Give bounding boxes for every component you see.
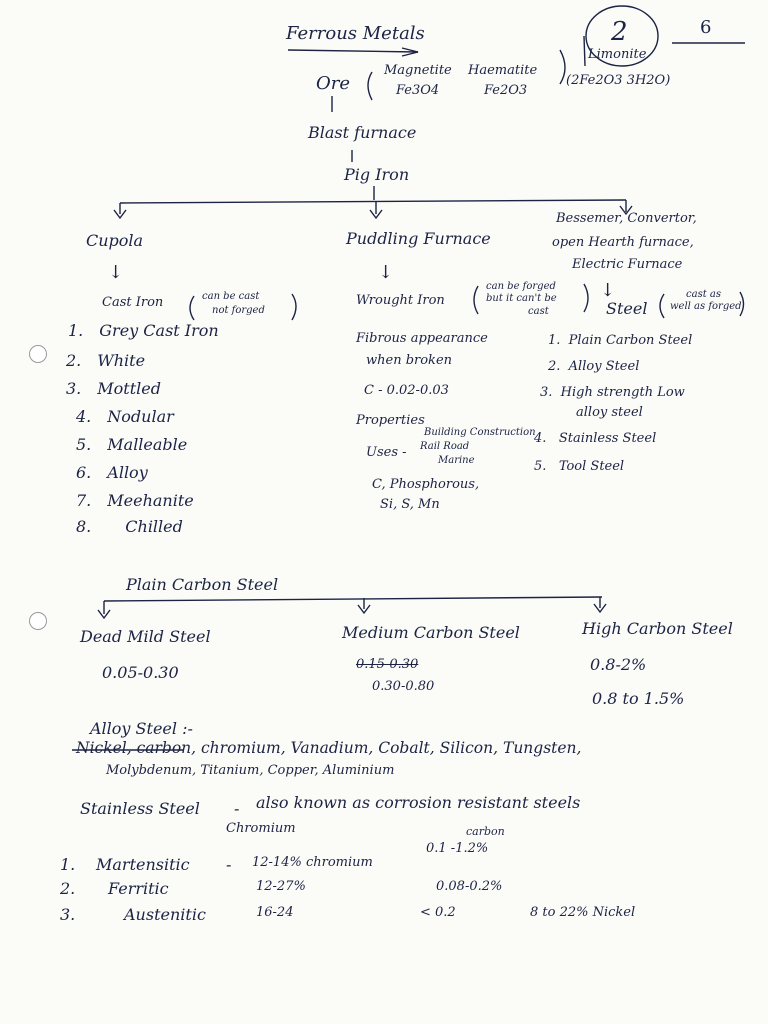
cupola-list-label: Meehanite: [107, 491, 194, 510]
dead-mild-range: 0.05-0.30: [102, 663, 179, 682]
uses-label: Uses -: [366, 445, 407, 460]
steel-item-2: 2. Alloy Steel: [548, 359, 640, 374]
cast-iron-note-2: not forged: [212, 305, 265, 316]
wrought-note-2: but it can't be: [486, 293, 557, 304]
cupola-list-number: 4.: [76, 407, 92, 426]
stainless-row-chromium: 12-27%: [256, 879, 306, 894]
page-title: Ferrous Metals: [286, 23, 425, 44]
circled-number: 2: [611, 17, 628, 47]
ore-left-paren: [368, 72, 372, 100]
cupola-list-number: 1.: [68, 321, 84, 340]
title-underline: [288, 50, 418, 52]
steel-item-3: 3. High strength Low: [540, 385, 685, 400]
limonite: Limonite: [588, 47, 647, 62]
uses-rail-road: Rail Road: [420, 441, 470, 452]
cupola-list-number: 6.: [76, 463, 92, 482]
cupola-list-number: 7.: [76, 491, 92, 510]
cupola-list-number: 5.: [76, 435, 92, 454]
cupola-list-label: Alloy: [107, 463, 148, 482]
cupola-title: Cupola: [86, 231, 144, 250]
alloy-elements-line-2: Molybdenum, Titanium, Copper, Aluminium: [106, 763, 395, 778]
haematite: Haematite: [468, 63, 538, 78]
medium-struck-range: 0.15-0.30: [356, 657, 419, 672]
puddling-title: Puddling Furnace: [346, 229, 491, 248]
cupola-list-number: 8.: [76, 517, 92, 536]
bessemer-title-2: open Hearth furnace,: [552, 235, 694, 250]
stainless-row-number: 3.: [60, 905, 76, 924]
stainless-row-number: 2.: [60, 879, 76, 898]
cupola-list-label: Chilled: [125, 517, 183, 536]
magnetite: Magnetite: [384, 63, 452, 78]
chromium-header: Chromium: [226, 821, 296, 836]
wrought-note-1: can be forged: [486, 281, 556, 292]
haematite-formula: Fe2O3: [484, 83, 528, 98]
limonite-formula: (2Fe2O3 3H2O): [566, 73, 671, 88]
magnetite-formula: Fe3O4: [396, 83, 440, 98]
high-range-2: 0.8 to 1.5%: [592, 689, 685, 708]
carbon-header: carbon: [466, 825, 505, 838]
wrought-iron-label: Wrought Iron: [356, 293, 445, 308]
cast-note-right-paren: [292, 294, 296, 320]
stainless-row-dash: -: [226, 855, 232, 874]
cupola-list-label: Grey Cast Iron: [99, 321, 219, 340]
elements-line-2: Si, S, Mn: [380, 497, 440, 512]
uses-building: Building Construction: [424, 427, 536, 438]
limonite-paren: [560, 50, 565, 84]
when-broken: when broken: [366, 353, 453, 368]
stainless-row-chromium: 12-14% chromium: [252, 855, 373, 870]
wrought-note-left-paren: [474, 286, 478, 314]
plain-carbon-branch-line: [104, 597, 602, 601]
high-range-1: 0.8-2%: [590, 655, 647, 674]
elements-line-1: C, Phosphorous,: [372, 477, 480, 492]
dead-mild-steel: Dead Mild Steel: [80, 627, 211, 646]
cupola-list-item: [76, 464, 148, 482]
stainless-row-number: 1.: [60, 855, 76, 874]
alloy-steel-title: Alloy Steel :-: [90, 719, 193, 738]
stainless-row-name: Austenitic: [124, 905, 206, 924]
cupola-list-item: [68, 322, 219, 340]
blast-furnace: Blast furnace: [308, 123, 417, 142]
steel-label: Steel: [606, 299, 648, 318]
steel-note-1: cast as: [686, 289, 721, 300]
cast-iron-note-1: can be cast: [202, 291, 260, 302]
stainless-row-chromium: 16-24: [256, 905, 294, 920]
stainless-row-nickel: 8 to 22% Nickel: [530, 905, 636, 920]
medium-range: 0.30-0.80: [372, 679, 435, 694]
stainless-aka: also known as corrosion resistant steels: [256, 793, 581, 812]
cupola-list-number: 2.: [66, 351, 82, 370]
wrought-note-right-paren: [584, 284, 588, 312]
steel-item-3-cont: alloy steel: [576, 405, 643, 420]
cupola-list-item: [66, 352, 145, 370]
cupola-list-item: [76, 436, 187, 454]
bessemer-down-arrow-icon: ↓: [600, 280, 616, 301]
steel-item-1: 1. Plain Carbon Steel: [548, 333, 693, 348]
cupola-list-item: [66, 380, 161, 398]
alloy-elements-line-1: Nickel, carbon, chromium, Vanadium, Cobalt, Silicon, Tungsten,: [76, 739, 582, 757]
cupola-list-label: Malleable: [107, 435, 188, 454]
bessemer-title-1: Bessemer, Convertor,: [556, 211, 697, 226]
medium-carbon-steel: Medium Carbon Steel: [342, 623, 520, 642]
cupola-list-number: 3.: [66, 379, 82, 398]
cupola-list-item: [76, 518, 183, 536]
properties-label: Properties: [356, 413, 425, 428]
pig-iron-branch-line: [120, 200, 626, 203]
cupola-list-item: [76, 408, 174, 426]
page-number: 6: [700, 17, 712, 38]
stainless-row-carbon: < 0.2: [420, 905, 456, 920]
stainless-row-carbon: 0.08-0.2%: [436, 879, 503, 894]
high-carbon-steel: High Carbon Steel: [582, 619, 733, 638]
steel-note-2: well as forged: [670, 301, 742, 312]
uses-marine: Marine: [438, 455, 475, 466]
plain-carbon-title: Plain Carbon Steel: [126, 575, 279, 594]
stainless-row-name: Martensitic: [96, 855, 190, 874]
cupola-list-label: Nodular: [107, 407, 174, 426]
ore-label: Ore: [316, 73, 351, 94]
pig-iron: Pig Iron: [344, 165, 410, 184]
steel-item-5: 5. Tool Steel: [534, 459, 625, 474]
fibrous-appearance: Fibrous appearance: [356, 331, 488, 346]
cupola-list-label: White: [97, 351, 146, 370]
steel-item-4: 4. Stainless Steel: [534, 431, 657, 446]
wrought-note-3: cast: [528, 306, 549, 317]
wrought-carbon: C - 0.02-0.03: [364, 383, 449, 398]
stainless-row-name: Ferritic: [108, 879, 169, 898]
steel-note-left-paren: [660, 294, 664, 318]
stainless-row-carbon: 0.1 -1.2%: [426, 841, 489, 856]
puddling-down-arrow-icon: ↓: [378, 262, 394, 283]
cast-note-left-paren: [190, 296, 194, 320]
bessemer-title-3: Electric Furnace: [572, 257, 683, 272]
stainless-dash: -: [234, 799, 240, 818]
cupola-down-arrow-icon: ↓: [108, 262, 124, 283]
cast-iron-label: Cast Iron: [102, 295, 164, 310]
cupola-list-item: [76, 492, 194, 510]
stainless-title: Stainless Steel: [80, 799, 200, 818]
cupola-list-label: Mottled: [97, 379, 161, 398]
limonite-bracket: [584, 36, 585, 66]
